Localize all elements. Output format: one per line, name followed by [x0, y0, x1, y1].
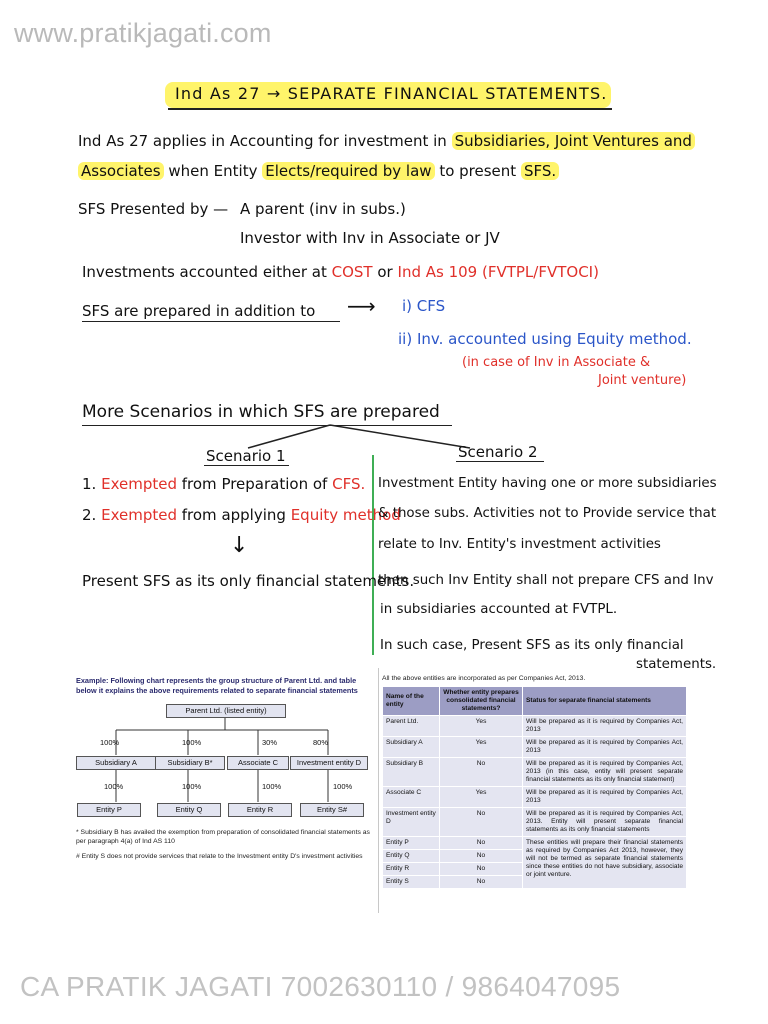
cell-cfs: No — [440, 758, 523, 787]
cell-name: Investment entity D — [383, 808, 440, 837]
intro-highlight-subs: Subsidiaries, Joint Ventures and — [452, 132, 695, 150]
cell-status: Will be prepared as it is required by Companies Act, 2013. Entity will present separate financial statements as its only financial statements — [523, 808, 687, 837]
s1-mid-1: from Preparation of — [181, 475, 328, 493]
pct-bottom-a: 100% — [104, 782, 124, 791]
parent-box: Parent Ltd. (listed entity) — [166, 704, 286, 718]
scenario-1-line-3: Present SFS as its only financial statements. — [82, 572, 415, 590]
watermark-top: www.pratikjagati.com — [14, 18, 272, 48]
s1-exempted-1: Exempted — [101, 475, 177, 493]
cell-name: Parent Ltd. — [383, 716, 440, 737]
cell-status: Will be prepared as it is required by Companies Act, 2013 — [523, 787, 687, 808]
addition-note-2: Joint venture) — [598, 373, 687, 388]
sub-box-c: Associate C — [227, 756, 289, 770]
presented-by-item-1: A parent (inv in subs.) — [240, 200, 406, 218]
sub-box-a: Subsidiary A — [76, 756, 156, 770]
cell-name: Associate C — [383, 787, 440, 808]
scenario-2-line-7: statements. — [636, 657, 717, 672]
intro-highlight-associates: Associates — [78, 162, 164, 180]
cell-name: Entity R — [383, 863, 440, 876]
sub-box-b: Subsidiary B* — [155, 756, 225, 770]
table-row — [383, 837, 687, 850]
table-header-row — [383, 687, 687, 716]
table-row — [383, 737, 687, 758]
sub-box-d: Investment entity D — [290, 756, 368, 770]
more-scenarios-heading: More Scenarios in which SFS are prepared — [82, 402, 440, 422]
presented-by-item-2: Investor with Inv in Associate or JV — [240, 229, 500, 247]
cell-name: Entity Q — [383, 850, 440, 863]
pct-top-d: 80% — [313, 738, 329, 747]
cell-cfs: No — [440, 863, 523, 876]
s1-num-2: 2. — [82, 506, 97, 524]
col-header-cfs: Whether entity prepares consolidated financial statements? — [440, 687, 523, 716]
down-arrow-icon: ↓ — [230, 533, 249, 558]
s1-cfs: CFS. — [332, 475, 366, 493]
separate-fs-table — [382, 686, 687, 889]
intro-text-1a: Ind As 27 applies in Accounting for investment in — [78, 132, 447, 150]
scenario-2-line-1: Investment Entity having one or more subsidiaries — [378, 476, 717, 491]
s1-exempted-2: Exempted — [101, 506, 177, 524]
accounted-indas109: Ind As 109 (FVTPL/FVTOCI) — [397, 263, 599, 281]
entity-box-s: Entity S# — [300, 803, 364, 817]
intro-highlight-sfs: SFS. — [521, 162, 559, 180]
accounted-cost: COST — [331, 263, 373, 281]
entity-box-q: Entity Q — [157, 803, 221, 817]
s1-mid-2: from applying — [181, 506, 286, 524]
entity-box-p: Entity P — [77, 803, 141, 817]
cell-name: Entity P — [383, 837, 440, 850]
cell-cfs: Yes — [440, 716, 523, 737]
cell-cfs: No — [440, 837, 523, 850]
cell-cfs: No — [440, 876, 523, 889]
cell-name: Entity S — [383, 876, 440, 889]
cell-name: Subsidiary B — [383, 758, 440, 787]
cell-status: Will be prepared as it is required by Companies Act, 2013 — [523, 737, 687, 758]
addition-label: SFS are prepared in addition to — [82, 302, 316, 320]
s1-num-1: 1. — [82, 475, 97, 493]
s1-equity-method: Equity method — [290, 506, 401, 524]
scenario-2-heading: Scenario 2 — [458, 443, 538, 461]
cell-cfs: No — [440, 850, 523, 863]
table-row — [383, 787, 687, 808]
scenario-2-line-6: In such case, Present SFS as its only financial — [380, 638, 684, 653]
cell-cfs: No — [440, 808, 523, 837]
cell-cfs: Yes — [440, 787, 523, 808]
col-header-status: Status for separate financial statements — [523, 687, 687, 716]
entity-box-r: Entity R — [228, 803, 292, 817]
pct-top-b: 100% — [182, 738, 202, 747]
page-title: Ind As 27 → SEPARATE FINANCIAL STATEMENTS. — [175, 84, 608, 103]
accounted-text-a: Investments accounted either at — [82, 263, 327, 281]
intro-text-2b: when Entity — [168, 162, 258, 180]
cell-cfs: Yes — [440, 737, 523, 758]
table-row — [383, 758, 687, 787]
scenario-2-line-4: then such Inv Entity shall not prepare CFS and Inv — [378, 573, 714, 588]
addition-item-equity: ii) Inv. accounted using Equity method. — [398, 330, 692, 348]
scenario-2-line-2: & those subs. Activities not to Provide service that — [378, 506, 717, 521]
cell-name: Subsidiary A — [383, 737, 440, 758]
scenario-2-line-5: in subsidiaries accounted at FVTPL. — [380, 602, 618, 617]
table-intro: All the above entities are incorporated as per Companies Act, 2013. — [382, 675, 586, 682]
footnote-entity-s: # Entity S does not provide services that relate to the Investment entity D's investment activities — [76, 853, 363, 860]
cell-status: Will be prepared as it is required by Companies Act, 2013 — [523, 716, 687, 737]
cell-status: Will be prepared as it is required by Companies Act, 2013 (in this case, entity will present separate financial statements as its only financial statement) — [523, 758, 687, 787]
pct-top-c: 30% — [262, 738, 278, 747]
col-header-name: Name of the entity — [383, 687, 440, 716]
footnote-subsidiary-b: * Subsidiary B has availed the exemption from preparation of consolidated financial statements as per paragraph 4(a) of Ind AS 110 — [76, 829, 370, 845]
pct-bottom-d: 100% — [333, 782, 353, 791]
accounted-or: or — [377, 263, 393, 281]
scenario-2-line-3: relate to Inv. Entity's investment activities — [378, 537, 661, 552]
table-row — [383, 808, 687, 837]
pct-top-a: 100% — [100, 738, 120, 747]
watermark-bottom: CA PRATIK JAGATI 7002630110 / 9864047095 — [20, 971, 621, 1002]
addition-note-1: (in case of Inv in Associate & — [462, 355, 651, 370]
table-row — [383, 716, 687, 737]
intro-text-2d: to present — [439, 162, 517, 180]
right-arrow-icon: ⟶ — [347, 294, 376, 318]
example-caption: Example: Following chart represents the group structure of Parent Ltd. and table below it explains the above requirements related to separate financial statements — [76, 676, 358, 695]
pct-bottom-c: 100% — [262, 782, 282, 791]
cell-status: These entities will prepare their financial statements as required by Companies Act 2013, however, they will not be termed as separate financial statements since these entities do not have subsidiary, associate or joint venture. — [523, 837, 687, 889]
presented-by-label: SFS Presented by — — [78, 200, 229, 218]
addition-item-cfs: i) CFS — [402, 297, 446, 315]
scenario-1-heading: Scenario 1 — [206, 447, 286, 465]
intro-highlight-elects: Elects/required by law — [262, 162, 434, 180]
reference-separator — [378, 668, 379, 913]
pct-bottom-b: 100% — [182, 782, 202, 791]
